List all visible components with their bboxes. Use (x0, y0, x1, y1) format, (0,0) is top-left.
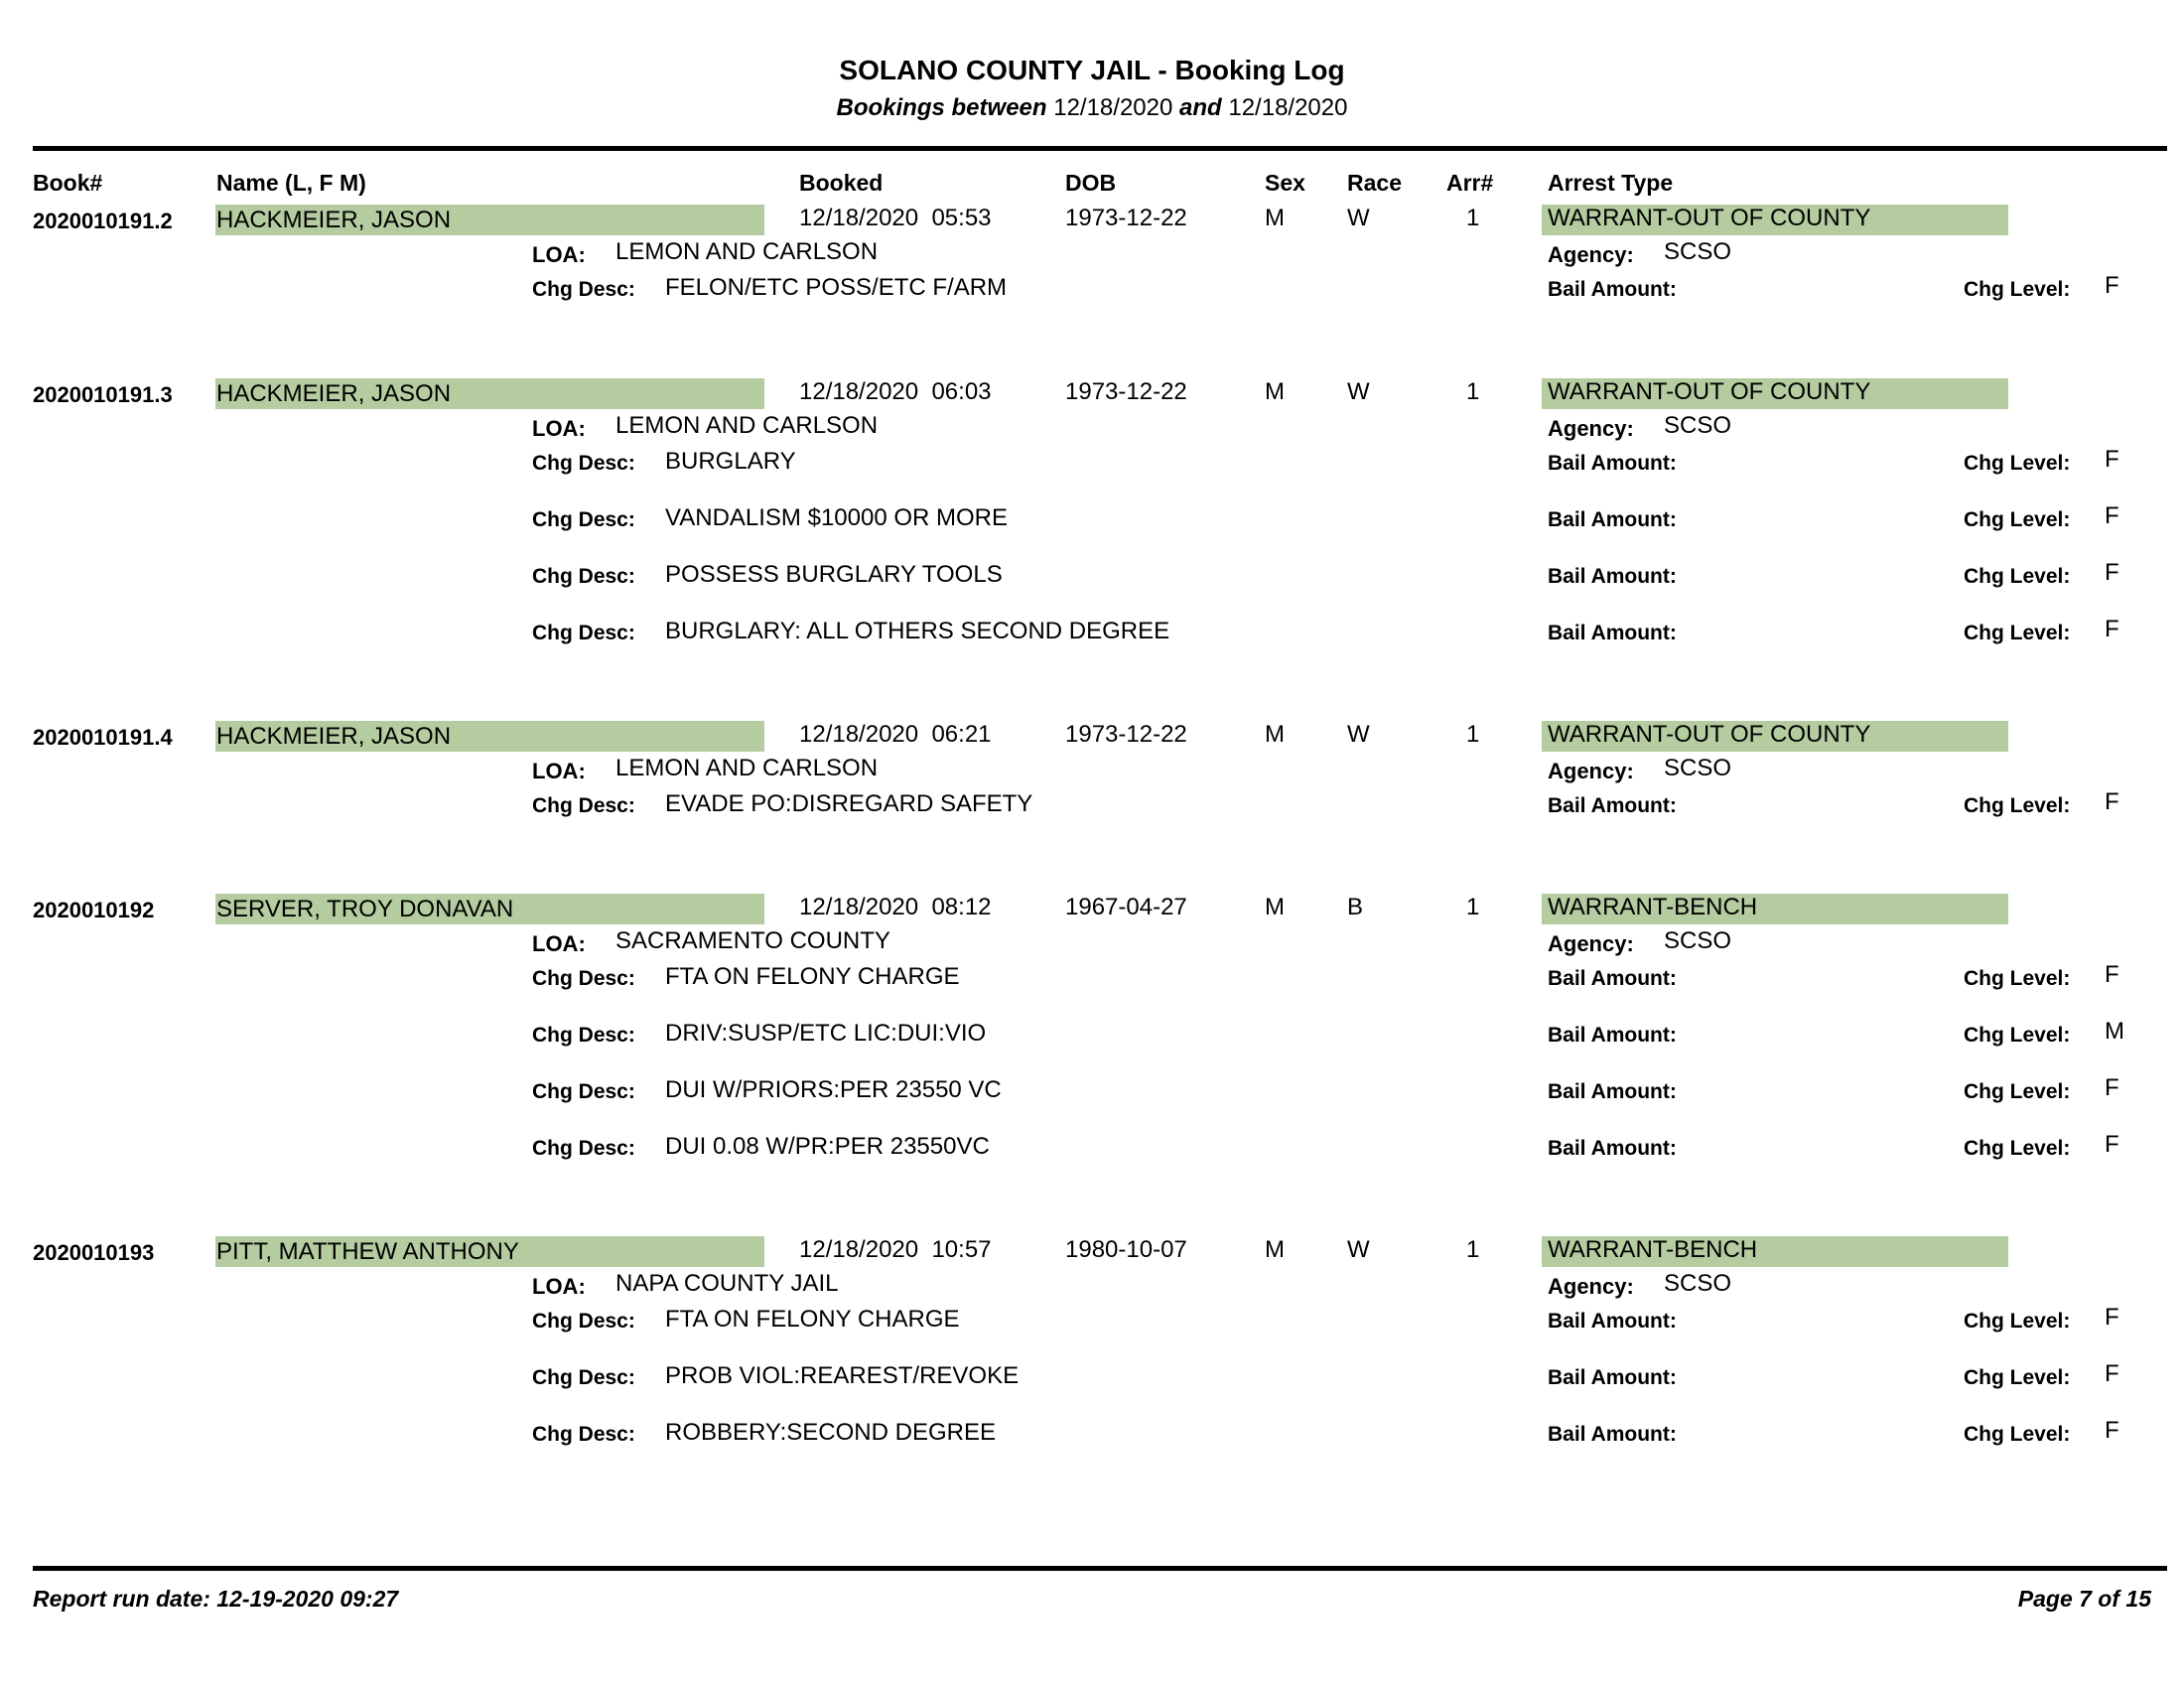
subtitle-prefix: Bookings between (836, 94, 1047, 121)
col-header-arrest-type: Arrest Type (1548, 170, 1674, 196)
charge-level: F (2105, 961, 2119, 988)
dob: 1973-12-22 (1065, 205, 1187, 231)
agency-label: Agency: (1548, 1274, 1634, 1299)
book-number: 2020010191.3 (33, 382, 173, 407)
charge-description: POSSESS BURGLARY TOOLS (665, 561, 1003, 588)
agency-value: SCSO (1664, 755, 1732, 781)
inmate-name: HACKMEIER, JASON (216, 723, 452, 750)
charge-level: F (2105, 788, 2119, 815)
agency-label: Agency: (1548, 931, 1634, 956)
sex: M (1265, 894, 1285, 920)
charge-level: M (2105, 1018, 2124, 1045)
inmate-name: HACKMEIER, JASON (216, 380, 452, 407)
chg-desc-label: Chg Desc: (532, 452, 635, 475)
charge-level: F (2105, 1074, 2119, 1101)
top-rule (33, 146, 2167, 151)
arrest-type: WARRANT-OUT OF COUNTY (1548, 378, 1871, 405)
chg-level-label: Chg Level: (1964, 622, 2071, 644)
arr-number: 1 (1466, 1236, 1480, 1263)
book-number: 2020010193 (33, 1240, 155, 1265)
booked-datetime: 12/18/2020 06:03 (799, 378, 992, 405)
sex: M (1265, 1236, 1285, 1263)
booked-datetime: 12/18/2020 08:12 (799, 894, 992, 920)
race: W (1347, 205, 1370, 231)
dob: 1967-04-27 (1065, 894, 1187, 920)
charge-level: F (2105, 1360, 2119, 1387)
col-header-race: Race (1347, 170, 1402, 196)
charge-level: F (2105, 1131, 2119, 1158)
dob: 1980-10-07 (1065, 1236, 1187, 1263)
charge-level: F (2105, 616, 2119, 642)
chg-level-label: Chg Level: (1964, 508, 2071, 531)
date-to: 12/18/2020 (1228, 94, 1348, 121)
booked-datetime: 12/18/2020 06:21 (799, 721, 992, 748)
bail-amount-label: Bail Amount: (1548, 452, 1677, 475)
chg-level-label: Chg Level: (1964, 1024, 2071, 1047)
page-number: Page 7 of 15 (2017, 1586, 2151, 1612)
chg-desc-label: Chg Desc: (532, 1080, 635, 1103)
charge-level: F (2105, 502, 2119, 529)
chg-level-label: Chg Level: (1964, 1137, 2071, 1160)
report-run-date: Report run date: 12-19-2020 09:27 (33, 1586, 399, 1612)
agency-value: SCSO (1664, 1270, 1732, 1297)
agency-value: SCSO (1664, 412, 1732, 439)
chg-desc-label: Chg Desc: (532, 622, 635, 644)
bail-amount-label: Bail Amount: (1548, 1024, 1677, 1047)
race: W (1347, 1236, 1370, 1263)
charge-level: F (2105, 1417, 2119, 1444)
charge-description: PROB VIOL:REAREST/REVOKE (665, 1362, 1020, 1389)
charge-level: F (2105, 446, 2119, 473)
book-number: 2020010192 (33, 898, 155, 922)
inmate-name: SERVER, TROY DONAVAN (216, 896, 514, 922)
agency-value: SCSO (1664, 238, 1732, 265)
col-header-sex: Sex (1265, 170, 1305, 196)
report-title: SOLANO COUNTY JAIL - Booking Log (839, 55, 1345, 85)
bail-amount-label: Bail Amount: (1548, 967, 1677, 990)
chg-desc-label: Chg Desc: (532, 1137, 635, 1160)
chg-desc-label: Chg Desc: (532, 1024, 635, 1047)
charge-description: EVADE PO:DISREGARD SAFETY (665, 790, 1033, 817)
booked-datetime: 12/18/2020 05:53 (799, 205, 992, 231)
sex: M (1265, 721, 1285, 748)
chg-level-label: Chg Level: (1964, 565, 2071, 588)
charge-description: FELON/ETC POSS/ETC F/ARM (665, 274, 1008, 301)
loa-label: LOA: (532, 759, 586, 783)
arr-number: 1 (1466, 378, 1480, 405)
race: W (1347, 378, 1370, 405)
loa-label: LOA: (532, 416, 586, 441)
charge-level: F (2105, 272, 2119, 299)
chg-level-label: Chg Level: (1964, 794, 2071, 817)
charge-description: FTA ON FELONY CHARGE (665, 963, 960, 990)
agency-value: SCSO (1664, 927, 1732, 954)
race: W (1347, 721, 1370, 748)
col-header-booked: Booked (799, 170, 884, 196)
loa-label: LOA: (532, 931, 586, 956)
chg-level-label: Chg Level: (1964, 1080, 2071, 1103)
dob: 1973-12-22 (1065, 721, 1187, 748)
charge-description: BURGLARY (665, 448, 796, 475)
chg-desc-label: Chg Desc: (532, 1366, 635, 1389)
charge-level: F (2105, 1304, 2119, 1331)
race: B (1347, 894, 1364, 920)
chg-desc-label: Chg Desc: (532, 565, 635, 588)
book-number: 2020010191.2 (33, 209, 173, 233)
bail-amount-label: Bail Amount: (1548, 1423, 1677, 1446)
col-header-arr: Arr# (1446, 170, 1494, 196)
charge-description: DUI 0.08 W/PR:PER 23550VC (665, 1133, 990, 1160)
charge-description: DUI W/PRIORS:PER 23550 VC (665, 1076, 1002, 1103)
loa-label: LOA: (532, 242, 586, 267)
agency-label: Agency: (1548, 242, 1634, 267)
chg-desc-label: Chg Desc: (532, 794, 635, 817)
col-header-dob: DOB (1065, 170, 1117, 196)
chg-level-label: Chg Level: (1964, 1310, 2071, 1333)
bail-amount-label: Bail Amount: (1548, 1080, 1677, 1103)
bail-amount-label: Bail Amount: (1548, 565, 1677, 588)
inmate-name: HACKMEIER, JASON (216, 207, 452, 233)
bail-amount-label: Bail Amount: (1548, 1137, 1677, 1160)
chg-level-label: Chg Level: (1964, 278, 2071, 301)
loa-value: LEMON AND CARLSON (615, 755, 879, 781)
bail-amount-label: Bail Amount: (1548, 1310, 1677, 1333)
charge-description: BURGLARY: ALL OTHERS SECOND DEGREE (665, 618, 1170, 644)
charge-level: F (2105, 559, 2119, 586)
chg-level-label: Chg Level: (1964, 1423, 2071, 1446)
arrest-type: WARRANT-OUT OF COUNTY (1548, 721, 1871, 748)
agency-label: Agency: (1548, 759, 1634, 783)
loa-value: LEMON AND CARLSON (615, 238, 879, 265)
sex: M (1265, 378, 1285, 405)
chg-level-label: Chg Level: (1964, 967, 2071, 990)
col-header-name: Name (L, F M) (216, 170, 366, 196)
book-number: 2020010191.4 (33, 725, 173, 750)
loa-value: LEMON AND CARLSON (615, 412, 879, 439)
loa-value: SACRAMENTO COUNTY (615, 927, 890, 954)
charge-description: VANDALISM $10000 OR MORE (665, 504, 1009, 531)
chg-level-label: Chg Level: (1964, 1366, 2071, 1389)
bail-amount-label: Bail Amount: (1548, 1366, 1677, 1389)
agency-label: Agency: (1548, 416, 1634, 441)
chg-desc-label: Chg Desc: (532, 1310, 635, 1333)
bail-amount-label: Bail Amount: (1548, 794, 1677, 817)
arr-number: 1 (1466, 894, 1480, 920)
loa-value: NAPA COUNTY JAIL (615, 1270, 839, 1297)
arrest-type: WARRANT-BENCH (1548, 894, 1758, 920)
chg-level-label: Chg Level: (1964, 452, 2071, 475)
booked-datetime: 12/18/2020 10:57 (799, 1236, 992, 1263)
dob: 1973-12-22 (1065, 378, 1187, 405)
chg-desc-label: Chg Desc: (532, 508, 635, 531)
inmate-name: PITT, MATTHEW ANTHONY (216, 1238, 519, 1265)
arr-number: 1 (1466, 205, 1480, 231)
bail-amount-label: Bail Amount: (1548, 622, 1677, 644)
bail-amount-label: Bail Amount: (1548, 508, 1677, 531)
sex: M (1265, 205, 1285, 231)
bottom-rule (33, 1566, 2167, 1571)
chg-desc-label: Chg Desc: (532, 278, 635, 301)
chg-desc-label: Chg Desc: (532, 967, 635, 990)
chg-desc-label: Chg Desc: (532, 1423, 635, 1446)
charge-description: DRIV:SUSP/ETC LIC:DUI:VIO (665, 1020, 987, 1047)
loa-label: LOA: (532, 1274, 586, 1299)
bail-amount-label: Bail Amount: (1548, 278, 1677, 301)
arr-number: 1 (1466, 721, 1480, 748)
col-header-book: Book# (33, 170, 103, 196)
date-from: 12/18/2020 (1053, 94, 1173, 121)
charge-description: FTA ON FELONY CHARGE (665, 1306, 960, 1333)
charge-description: ROBBERY:SECOND DEGREE (665, 1419, 996, 1446)
arrest-type: WARRANT-BENCH (1548, 1236, 1758, 1263)
arrest-type: WARRANT-OUT OF COUNTY (1548, 205, 1871, 231)
report-subtitle (0, 94, 2184, 122)
subtitle-and: and (1179, 94, 1222, 121)
